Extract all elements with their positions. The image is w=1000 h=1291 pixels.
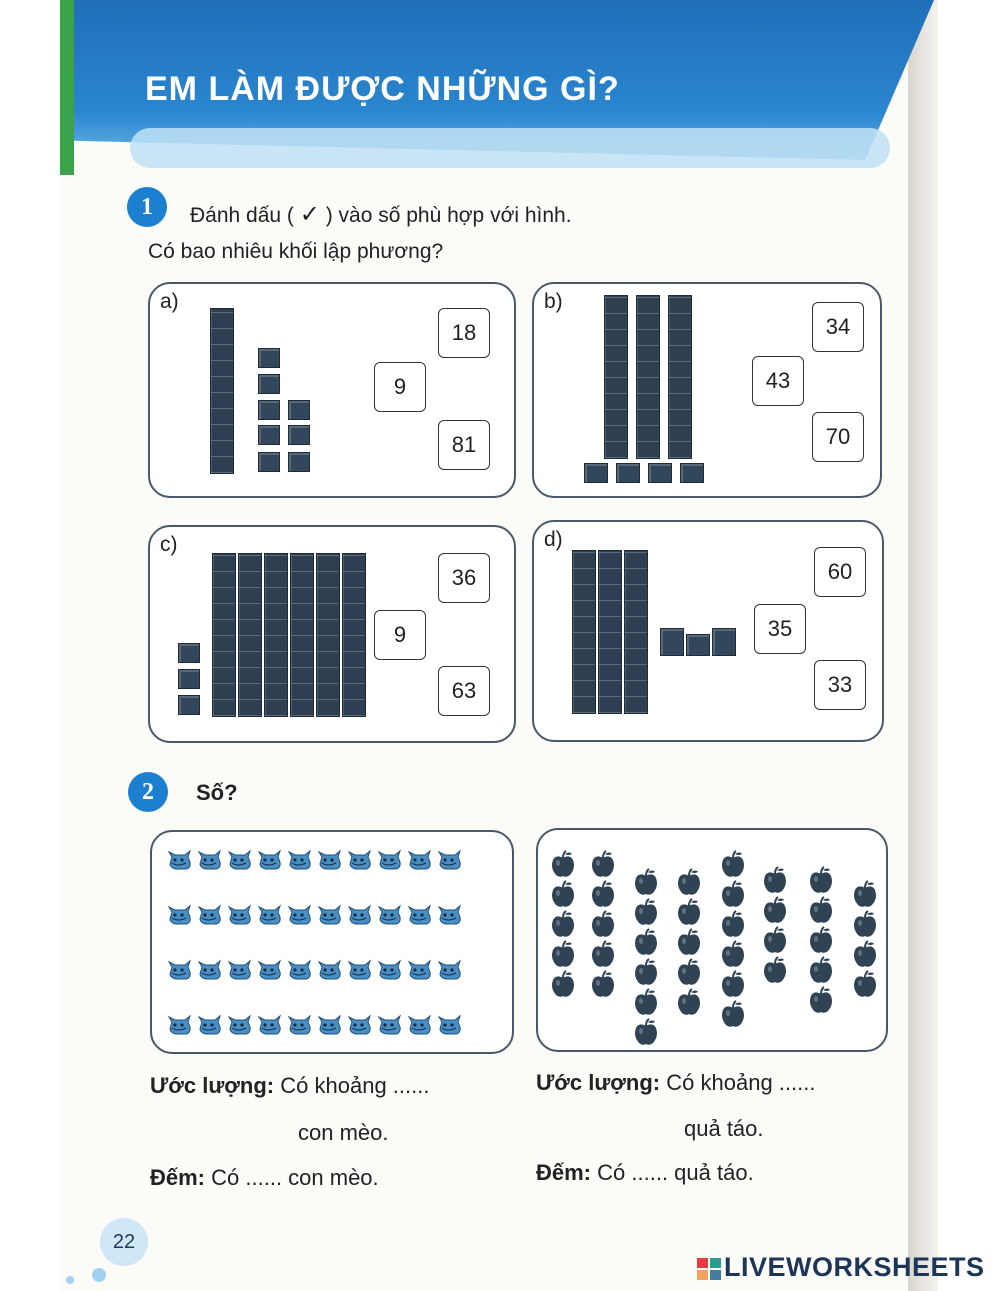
page-number: 22	[100, 1218, 148, 1266]
cat-icon	[166, 903, 192, 925]
apple-icon	[633, 928, 659, 956]
apple-icon	[808, 986, 834, 1014]
apples-count-label: Đếm:	[536, 1160, 592, 1185]
option-b-1[interactable]: 34	[812, 302, 864, 352]
cat-icon	[376, 848, 402, 870]
apple-icon	[550, 940, 576, 968]
cat-icon	[406, 958, 432, 980]
unit-cube	[258, 425, 280, 445]
exercise-1-question: Có bao nhiêu khối lập phương?	[148, 240, 444, 263]
cat-icon	[316, 958, 342, 980]
ten-rod	[598, 550, 622, 714]
apple-icon	[720, 910, 746, 938]
cat-icon	[166, 958, 192, 980]
ten-rod	[316, 553, 340, 717]
cat-icon	[436, 903, 462, 925]
apple-icon	[590, 880, 616, 908]
apple-icon	[720, 970, 746, 998]
apple-icon	[633, 1018, 659, 1046]
cat-icon	[406, 1013, 432, 1035]
option-c-2[interactable]: 9	[374, 610, 426, 660]
ten-rod	[238, 553, 262, 717]
page-edge-shadow	[908, 0, 938, 1291]
cats-estimate-unit: con mèo.	[298, 1120, 389, 1145]
cat-icon	[316, 903, 342, 925]
cat-icon	[196, 903, 222, 925]
unit-cube	[258, 400, 280, 420]
unit-cube	[660, 628, 684, 656]
apple-icon	[720, 850, 746, 878]
cat-icon	[226, 1013, 252, 1035]
unit-cube	[712, 628, 736, 656]
option-b-3[interactable]: 70	[812, 412, 864, 462]
apple-icon	[676, 868, 702, 896]
unit-cube	[288, 400, 310, 420]
option-a-2[interactable]: 9	[374, 362, 426, 412]
apple-icon	[590, 940, 616, 968]
ten-rod	[604, 295, 628, 459]
unit-cube	[178, 643, 200, 663]
cats-estimate-label: Ước lượng:	[150, 1073, 275, 1098]
apples-estimate-unit: quả táo.	[684, 1116, 764, 1141]
ten-rod	[572, 550, 596, 714]
instruction-suffix: ) vào số phù hợp với hình.	[325, 204, 572, 227]
cat-icon	[436, 848, 462, 870]
cat-icon	[406, 848, 432, 870]
apple-icon	[550, 850, 576, 878]
apple-icon	[808, 956, 834, 984]
cat-icon	[226, 848, 252, 870]
panel-a-label: a)	[160, 290, 179, 313]
apple-icon	[720, 1000, 746, 1028]
unit-cube	[178, 695, 200, 715]
option-d-1[interactable]: 60	[814, 547, 866, 597]
apple-icon	[633, 958, 659, 986]
cats-count-text[interactable]: Có ...... con mèo.	[211, 1165, 379, 1190]
cat-icon	[376, 1013, 402, 1035]
ten-rod	[212, 553, 236, 717]
cats-count-label: Đếm:	[150, 1165, 206, 1190]
cat-icon	[376, 903, 402, 925]
cat-icon	[256, 903, 282, 925]
apple-icon	[590, 850, 616, 878]
cat-icon	[376, 958, 402, 980]
apple-icon	[808, 866, 834, 894]
exercise-1-number: 1	[127, 187, 167, 227]
apples-estimate-label: Ước lượng:	[536, 1070, 661, 1095]
banner-highlight	[130, 128, 890, 168]
cat-icon	[166, 1013, 192, 1035]
unit-cube	[584, 463, 608, 483]
cats-estimate	[150, 1073, 429, 1099]
apple-icon	[633, 898, 659, 926]
apples-estimate	[536, 1070, 815, 1096]
cat-icon	[196, 1013, 222, 1035]
apple-icon	[633, 868, 659, 896]
apple-icon	[808, 896, 834, 924]
decor-dot-small	[66, 1276, 74, 1284]
instruction-prefix: Đánh dấu (	[190, 204, 294, 227]
cat-icon	[346, 958, 372, 980]
apple-icon	[550, 880, 576, 908]
cat-icon	[196, 958, 222, 980]
unit-cube	[686, 634, 710, 656]
apple-icon	[762, 866, 788, 894]
cat-icon	[256, 1013, 282, 1035]
apple-icon	[852, 880, 878, 908]
unit-cube	[648, 463, 672, 483]
unit-cube	[680, 463, 704, 483]
cat-icon	[406, 903, 432, 925]
cat-icon	[226, 958, 252, 980]
option-d-2[interactable]: 35	[754, 604, 806, 654]
cat-icon	[346, 1013, 372, 1035]
apple-icon	[676, 898, 702, 926]
apple-icon	[762, 926, 788, 954]
check-mark-icon: ✓	[299, 201, 320, 228]
ten-rod	[210, 308, 234, 474]
apple-icon	[676, 928, 702, 956]
option-a-1[interactable]: 18	[438, 308, 490, 358]
option-b-2[interactable]: 43	[752, 356, 804, 406]
ten-rod	[624, 550, 648, 714]
green-edge-strip	[60, 0, 74, 175]
unit-cube	[258, 374, 280, 394]
cat-icon	[256, 848, 282, 870]
cat-icon	[316, 848, 342, 870]
unit-cube	[616, 463, 640, 483]
cats-estimate-text[interactable]: Có khoảng ......	[280, 1073, 430, 1098]
cat-icon	[196, 848, 222, 870]
unit-cube	[258, 452, 280, 472]
apples-panel	[536, 828, 888, 1052]
option-d-3[interactable]: 33	[814, 660, 866, 710]
apples-count-text[interactable]: Có ...... quả táo.	[597, 1160, 754, 1185]
cat-icon	[286, 1013, 312, 1035]
unit-cube	[288, 425, 310, 445]
cats-count	[150, 1165, 379, 1191]
panel-b-label: b)	[544, 290, 563, 313]
apple-icon	[676, 958, 702, 986]
panel-c-label: c)	[160, 533, 178, 556]
unit-cube	[258, 348, 280, 368]
apple-icon	[852, 970, 878, 998]
cat-icon	[286, 903, 312, 925]
apple-icon	[633, 988, 659, 1016]
cat-icon	[436, 958, 462, 980]
apple-icon	[590, 910, 616, 938]
exercise-1-instruction	[190, 200, 572, 229]
brand-name: LIVEWORKSHEETS	[724, 1252, 985, 1282]
ten-rod	[264, 553, 288, 717]
unit-cube	[178, 669, 200, 689]
apple-icon	[550, 910, 576, 938]
cat-icon	[256, 958, 282, 980]
panel-d-label: d)	[544, 528, 563, 551]
apple-icon	[720, 940, 746, 968]
apple-icon	[550, 970, 576, 998]
cat-icon	[166, 848, 192, 870]
cat-icon	[226, 903, 252, 925]
ten-rod	[342, 553, 366, 717]
exercise-2-title: Số?	[196, 780, 238, 805]
exercise-2-number: 2	[128, 772, 168, 812]
unit-cube	[288, 452, 310, 472]
apple-icon	[808, 926, 834, 954]
page-title: EM LÀM ĐƯỢC NHỮNG GÌ?	[145, 70, 620, 108]
apples-count	[536, 1160, 754, 1186]
apple-icon	[762, 956, 788, 984]
cat-icon	[286, 848, 312, 870]
apple-icon	[720, 880, 746, 908]
option-a-3[interactable]: 81	[438, 420, 490, 470]
ten-rod	[668, 295, 692, 459]
ten-rod	[636, 295, 660, 459]
cat-icon	[286, 958, 312, 980]
apple-icon	[852, 940, 878, 968]
option-c-1[interactable]: 36	[438, 553, 490, 603]
cat-icon	[436, 1013, 462, 1035]
option-c-3[interactable]: 63	[438, 666, 490, 716]
cat-icon	[316, 1013, 342, 1035]
liveworksheets-logo-icon	[697, 1258, 721, 1280]
ten-rod	[290, 553, 314, 717]
apples-estimate-text[interactable]: Có khoảng ......	[666, 1070, 816, 1095]
apple-icon	[590, 970, 616, 998]
apple-icon	[852, 910, 878, 938]
apple-icon	[676, 988, 702, 1016]
cat-icon	[346, 848, 372, 870]
decor-dot	[92, 1268, 106, 1282]
apple-icon	[762, 896, 788, 924]
cat-icon	[346, 903, 372, 925]
